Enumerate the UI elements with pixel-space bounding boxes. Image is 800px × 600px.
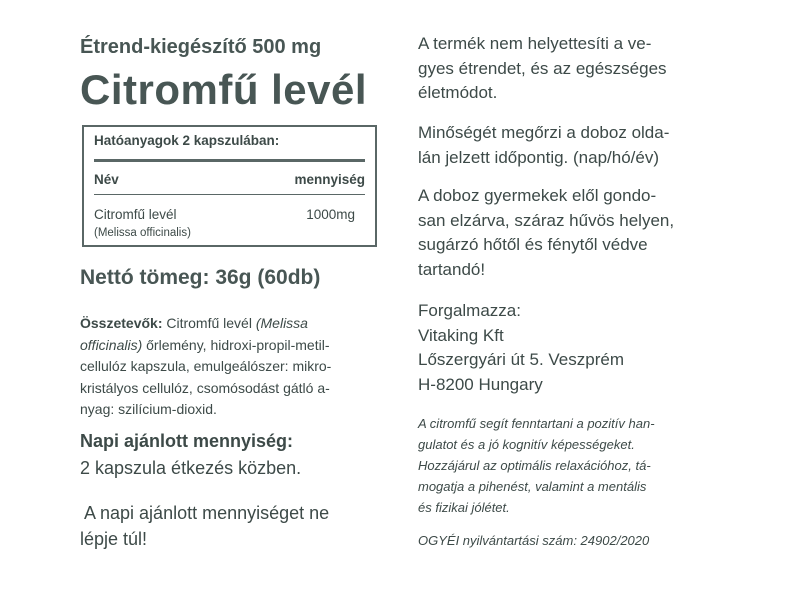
storage-notice	[418, 184, 674, 282]
ingredients-label: Összetevők:	[80, 315, 163, 331]
ingredients-table-header: Hatóanyagok 2 kapszulában:	[94, 133, 280, 148]
ingredients-line-1	[80, 313, 385, 335]
distributor-label: Forgalmazza:	[418, 301, 521, 320]
storage-line-2: san elzárva, száraz hűvös helyen,	[418, 210, 675, 230]
health-claim-line-2: gulatot és a jó kognitív képességeket.	[418, 437, 635, 452]
storage-line-3: sugárzó hőtől és fénytől védve	[418, 235, 648, 254]
dose-warning	[80, 500, 329, 552]
ingredients-table-columns	[94, 162, 365, 192]
dose-warning-line-2: lépje túl!	[80, 529, 148, 549]
lifestyle-notice-line-3: életmódot.	[418, 83, 498, 102]
lifestyle-notice-line-2: gyes étrendet, és az egészséges	[418, 58, 667, 78]
ingredient-row	[94, 195, 365, 222]
ingredients-latin-2: officinalis)	[80, 336, 143, 353]
ingredients-list	[80, 313, 385, 421]
lifestyle-notice	[418, 32, 667, 106]
distributor-city: H-8200 Hungary	[418, 374, 543, 394]
best-before-notice	[418, 121, 669, 170]
ingredients-line-3: cellulóz kapszula, emulgeálószer: mikro-	[80, 358, 332, 374]
active-ingredients-table	[82, 125, 377, 247]
ingredients-text-2: őrlemény, hidroxi-propil-metil-	[142, 336, 330, 353]
best-before-line-2: lán jelzett időpontig. (nap/hó/év)	[418, 147, 659, 167]
distributor-info	[418, 299, 624, 397]
health-claim-line-3: Hozzájárul az optimális relaxációhoz, tá-	[418, 458, 651, 473]
ingredients-line-4: kristályos cellulóz, csomósodást gátló a-	[80, 379, 330, 396]
ingredients-text-1: Citromfű levél	[162, 315, 256, 331]
health-claim-line-1: A citromfű segít fenntartani a pozitív han-	[418, 416, 655, 431]
product-subtitle: Étrend-kiegészítő 500 mg	[80, 36, 322, 58]
product-title: Citromfű levél	[80, 66, 368, 113]
ingredients-line-5: nyag: szilícium-dioxid.	[80, 401, 217, 417]
registration-number: OGYÉI nyilvántartási szám: 24902/2020	[418, 533, 650, 548]
lifestyle-notice-line-1: A termék nem helyettesíti a ve-	[418, 34, 652, 53]
best-before-line-1: Minőségét megőrzi a doboz olda-	[418, 123, 670, 142]
dose-warning-line-1: A napi ajánlott mennyiséget ne	[84, 503, 330, 523]
distributor-name: Vitaking Kft	[418, 325, 504, 345]
daily-dose-text: 2 kapszula étkezés közben.	[80, 458, 302, 478]
daily-dose-heading: Napi ajánlott mennyiség:	[80, 431, 294, 451]
distributor-street: Lőszergyári út 5. Veszprém	[418, 350, 624, 369]
net-weight: Nettó tömeg: 36g (60db)	[80, 266, 321, 289]
ingredients-line-2	[80, 335, 385, 357]
health-claim-line-5: és fizikai jólétet.	[418, 500, 510, 515]
storage-line-4: tartandó!	[418, 259, 486, 279]
ingredient-amount: 1000mg	[306, 207, 355, 222]
health-claim	[418, 413, 655, 518]
health-claim-line-4: mogatja a pihenést, valamint a mentális	[418, 479, 647, 494]
ingredient-latin-name: (Melissa officinalis)	[94, 227, 191, 239]
column-name-label: Név	[94, 172, 119, 187]
ingredients-latin-1: (Melissa	[255, 315, 308, 331]
column-amount-label: mennyiség	[294, 172, 365, 187]
ingredient-name: Citromfű levél	[94, 207, 177, 222]
storage-line-1: A doboz gyermekek elől gondo-	[418, 186, 657, 205]
